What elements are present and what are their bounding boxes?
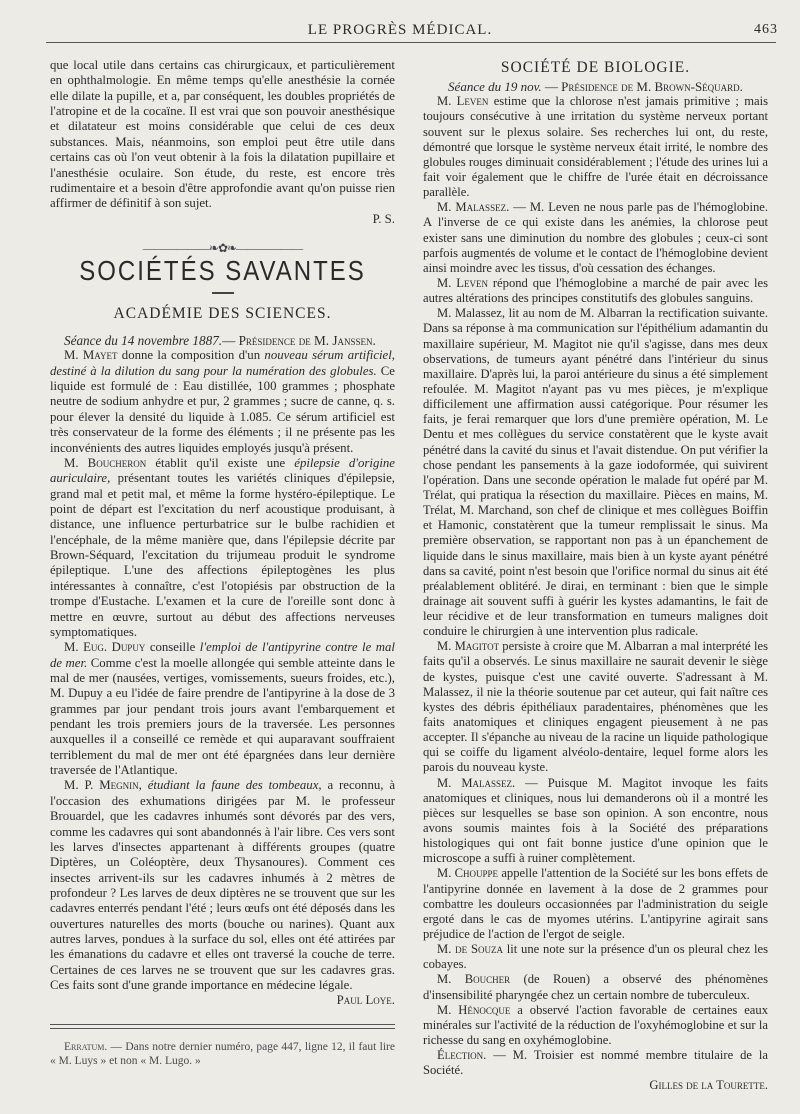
speaker-name: M. Malassez.: [437, 200, 510, 215]
footnote-rule-bottom: [50, 1028, 395, 1029]
communication-text: (de Rouen) a observé des phénomènes d'insensibilité pharyngée chez un certain nombre de tuberculeux.: [423, 972, 768, 1002]
communication-paragraph: [423, 942, 768, 972]
author-name: M. Boucheron: [64, 455, 147, 470]
communication-paragraph: [423, 200, 768, 276]
running-head: [0, 20, 800, 42]
author-name: M. Eug. Dupuy: [64, 640, 146, 655]
article-paragraph: M. P. Megnin, étudiant la faune des tombeaux, a reconnu, à l'occasion des exhumations dirigées par M. le professeur Brouardel, que les cadavres inhumés sont dévorés par des vers, comme les cadavres qui sont abandonnés à l'air libre. Ces vers sont les larves d'insectes appartenant à différents groupes (quatre Diptères, un Coléoptère, deux Thysanoures). Comment ces insectes arrivent-ils sur les cadavres inhumés à 2 mètres de profondeur ? Les larves de deux diptères ne se trouvent que sur les cadavres enterrés pendant l'été ; leurs œufs ont été déposés dans les ouvertures naturelles des morts (bouche ou narines). Quant aux autres larves, pondues à la surface du sol, elles ont été attirées par les émanations du cadavre et elles ont traversé la couche de terre. Certaines de ces larves ne se trouvent que sur les cadavres gras. Ces faits sont d'une grande importance en médecine légale.: [50, 778, 396, 993]
communication-text: a observé l'action favorable de certaines eaux minérales sur l'activité de la réduction de l'oxyhémoglobine et sur la richesse du sang en oxyhémoglobine.: [423, 1002, 768, 1047]
intro-paragraph: que local utile dans certains cas chirurgicaux, et particulièrement en ophthalmologie. En même temps qu'elle anesthésie la cornée elle dilate la pupille, et a, par conséquent, les doubles propriétés de l'atropine et de la cocaïne. Il est vrai que son pouvoir anesthésique et dilatateur est moins considérable que celui de ces deux substances. Mais, néanmoins, son emploi peut être utile dans certains cas où l'on veut obtenir à la fois la dilatation pupillaire et l'anesthésie oculaire. Son étude, du reste, est encore très rudimentaire et a besoin d'être approfondie avant qu'on puisse rien affirmer de définitif à son sujet.: [50, 58, 395, 211]
communication-text: — Puisque M. Magitot invoque les faits anatomiques et cliniques, nous lui demanderons où il a montré les pièces sur lesquelles se base son opinion. A son encontre, nous avons soumis maintes fois à la Société des préparations histologiques qui ont fait bonne justice d'une opinion que le microscope a suffi à ruiner complètement.: [423, 775, 768, 866]
communication-paragraph: [423, 1048, 768, 1078]
biology-session: [423, 79, 768, 94]
article-title: étudiant la faune des tombeaux,: [147, 778, 322, 793]
communication-text: lit une note sur la présence d'un os pleural chez les cobayes.: [423, 942, 769, 972]
communication-text: répond que l'hémoglobine a marché de pair avec les autres altérations des principes constitutifs des globules sanguins.: [423, 275, 768, 306]
article-paragraph: M. Boucheron établit qu'il existe une épilepsie d'origine auriculaire, présentant toutes les variétés cliniques d'épilepsie, grand mal et petit mal, et même la forme hystéro-épileptique. Le point de départ est l'excitation du nerf acoustique produisant, à distance, une influence perturbatrice sur le bulbe rachidien et l'encéphale, de la même manière que, dans l'épilepsie décrite par Brown-Séquard, l'excitation du trijumeau produit le syndrome épileptique. L'une des affections épileptogènes les plus intéressantes à connaître, c'est l'otopiésis par obstruction de la trompe d'Eustache. L'examen et la cure de l'oreille sont donc à mettre en œuvre, surtout au début des affections nerveuses symptomatiques.: [50, 455, 395, 639]
speaker-name: M. Boucher: [437, 972, 511, 987]
session-date: Séance du 19 nov.: [448, 79, 542, 95]
article-paragraph: M. Eug. Dupuy conseille l'emploi de l'antipyrine contre le mal de mer. Comme c'est la moelle allongée qui semble atteinte dans le mal de mer (nausées, vertiges, vomissements, sueurs froides, etc.), M. Dupuy a eu l'idée de faire prendre de l'antipyrine à la dose de 3 grammes par jour pendant trois jours avant l'embarquement et pendant les trois premiers jours de la traversée. Les personnes auxquelles il a conseillé ce remède et qui auparavant souffraient terriblement du mal de mer ont été épargnées dans leur dernière traversée de l'Atlantique.: [50, 640, 395, 778]
speaker-name: M. Malassez.: [437, 775, 516, 790]
speaker-name: M. Magitot: [437, 639, 500, 654]
section-rule: [212, 292, 234, 294]
communication-paragraph: [423, 1003, 768, 1048]
communication-paragraph: [423, 306, 768, 639]
communication-paragraph: [423, 776, 768, 867]
ornament-divider: ——————❧✿❧——————: [142, 240, 303, 255]
article-signature: Paul Loye.: [336, 993, 395, 1008]
left-column: [50, 58, 395, 1009]
article-signature: Gilles de la Tourette.: [649, 1078, 768, 1093]
session-date: Séance du 14 novembre 1887.: [64, 333, 223, 349]
communication-paragraph: [423, 866, 768, 942]
erratum-note: Erratum. — Dans notre dernier numéro, page 447, ligne 12, il faut lire « M. Luys » et non « M. Lugo. »: [50, 1041, 395, 1067]
running-title: LE PROGRÈS MÉDICAL.: [307, 22, 493, 38]
academy-session: [50, 333, 395, 348]
communication-paragraph: [423, 639, 768, 775]
page-number: 463: [754, 22, 778, 37]
communication-paragraph: [423, 972, 768, 1002]
erratum-label: Erratum.: [64, 1041, 108, 1053]
communication-paragraph: [423, 276, 768, 306]
section-title: SOCIÉTÉS SAVANTES: [79, 256, 366, 288]
communication-paragraph: [423, 94, 768, 200]
article-paragraph: M. Mayet donne la composition d'un nouveau sérum artificiel, destiné à la dilution du sang pour la numération des globules. Ce liquide est formulé de : Eau distillée, 100 grammes ; phosphate neutre de sodium anhydre et pur, 2 grammes ; sucre de canne, q. s. pour élever la densité du liquide à 1.085. Ce sérum artificiel est très conservateur de la forme des éléments ; il ne présente pas les inconvénients des autres liquides employés jusqu'à présent.: [50, 348, 395, 455]
speaker-name: M. de Souza: [437, 942, 503, 957]
article-title: épilepsie d'origine auriculaire,: [50, 455, 395, 486]
communication-text: estime que la chlorose n'est jamais primitive ; mais toujours consécutive à une irritation du système nerveux portant souvent sur le plexus solaire. Ses recherches lui ont, du reste, démontré que lorsque le système nerveux était irrité, le nombre des globules rouges diminuait considérablement ; l'étude des urines lui a fait voir également que le chiffre de l'urée était en décroissance parallèle.: [423, 94, 769, 200]
speaker-name: M. Chouppe: [437, 866, 499, 881]
speaker-name: Élection.: [437, 1048, 487, 1063]
communication-text: persiste à croire que M. Albarran a mal interprété les faits qu'il a observés. Le sinus maxillaire ne saurait devenir le siège de kystes, puisque c'est une cavité ouverte. S'adressant à M. Malassez, il nie la théorie soutenue par cet auteur, qui fait naître ces kystes des débris épithéliaux paradentaires, phénomènes que les faits anatomiques et cliniques engagent pieusement à ne pas accepter. Il s'épanche au niveau de la racine un liquide pathologique qui se coiffe du ligament alvéolo-dentaire, lequel forme alors les parois du nouveau kyste.: [423, 639, 768, 775]
biology-paragraphs: [423, 94, 768, 1078]
communication-text: M. Malassez, lit au nom de M. Albarran la rectification suivante. Dans sa réponse à ma communication sur l'épithélium adamantin du maxillaire supérieur, M. Magitot nie qu'il s'agisse, dans mes deux observations, de tumeurs ayant pénétré dans l'intérieur du sinus maxillaire. D'après lui, la paroi antérieure du sinus a été simplement refoulée. M. Magitot n'ayant pas vu mes pièces, je m'explique difficilement une affirmation aussi catégorique. Pour résumer les faits, je ferai remarquer que lors d'une première opération, M. Le Dentu et mes collègues du service constatèrent que le kyste avait pénétré dans la cavité du sinus et l'avait distendue. On put vérifier la chose pendant les pansements à la gaze iodoformée, qui suivirent l'opération. Dans une seconde opération le malade fut opéré par M. Trélat, qui pratiqua la résection du maxillaire. Pièces en mains, M. Trélat, M. Marchand, son chef de clinique et mes collègues Boiffin et Hamonic, constatèrent que la tumeur remplissait le sinus. Ma première observation, se rapportant non pas à un épanchement de liquide dans le sinus maxillaire, mais bien à un kyste ayant pénétré dans sa cavité, point n'est besoin que l'orifice normal du sinus ait été préalablement oblitéré. Je dirai, en terminant : bien que le simple drainage ait souvent suffi à guérir les kystes adamantins, le fait de leur récidive et de leur transformation en tumeurs malignes doit conduire le chirurgien à une intervention plus radicale.: [423, 306, 768, 639]
article-title: l'emploi de l'antipyrine contre le mal de mer.: [50, 640, 395, 670]
communication-text: — M. Leven ne nous parle pas de l'hémoglobine. A l'inverse de ce qui existe dans les anémies, la chlorose peut exister sans une diminution du nombre des globules ; ceux-ci sont parfois augmentés de volume et le contact de l'hémoglobine devient ainsi moindre avec les tissus, d'où cessation des échanges.: [423, 200, 768, 275]
society-title: SOCIÉTÉ DE BIOLOGIE.: [500, 59, 691, 76]
author-name: M. Mayet: [64, 348, 118, 363]
communication-text: — M. Troisier est nommé membre titulaire de la Société.: [423, 1048, 768, 1078]
session-presidency: — Présidence de M. Brown-Séquard.: [541, 79, 743, 95]
intro-signature: P. S.: [372, 211, 395, 226]
speaker-name: M. Leven: [437, 94, 489, 109]
session-presidency: — Présidence de M. Janssen.: [222, 333, 376, 349]
article-title: nouveau sérum artificiel, destiné à la dilution du sang pour la numération des globules.: [50, 348, 395, 378]
footnote-rule-top: [50, 1024, 395, 1025]
subsection-title: ACADÉMIE DES SCIENCES.: [113, 304, 332, 322]
right-column: [423, 58, 768, 1094]
author-name: M. P. Megnin: [64, 778, 139, 793]
speaker-name: M. Hénocque: [437, 1002, 511, 1017]
communication-text: appelle l'attention de la Société sur les bons effets de l'antipyrine donnée en lavement à la dose de 2 grammes pour combattre les douleurs occasionnées par l'administration du seigle ergoté dans le cas de myomes utérins. L'antipyrine agirait sans préjudice de l'action de l'ergot de seigle.: [423, 866, 768, 942]
header-rule: [46, 42, 776, 43]
speaker-name: M. Leven: [437, 275, 488, 290]
